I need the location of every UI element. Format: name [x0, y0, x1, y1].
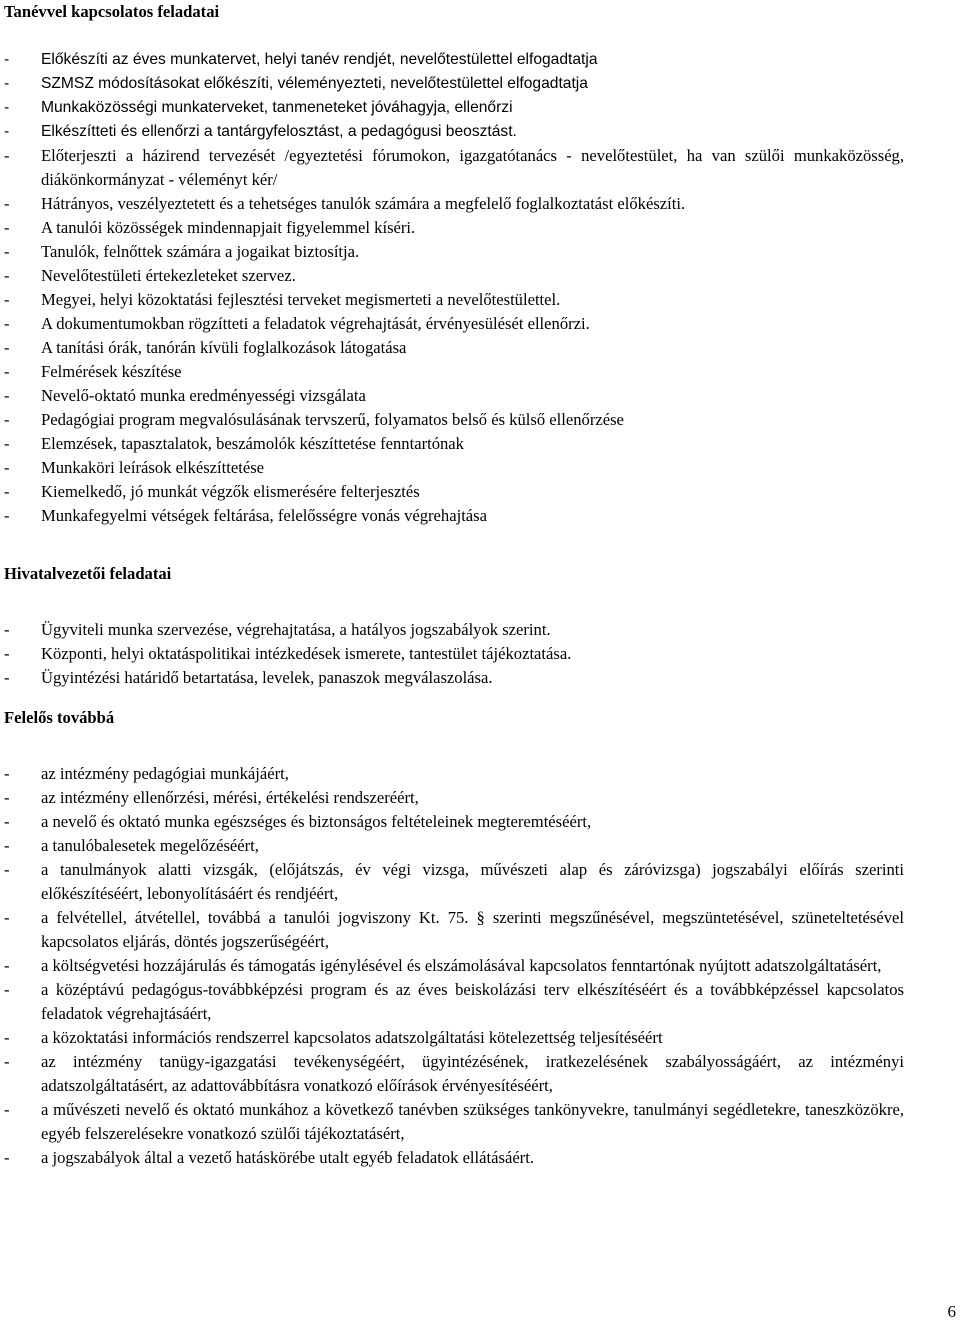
- list-item: - A tanulói közösségek mindennapjait figyelemmel kíséri.: [4, 216, 904, 240]
- list-item: - Előkészíti az éves munkatervet, helyi tanév rendjét, nevelőtestülettel elfogadtatja: [4, 48, 904, 72]
- list-item: - az intézmény ellenőrzési, mérési, értékelési rendszeréért,: [4, 786, 904, 810]
- section-title-hivatal: Hivatalvezetői feladatai: [4, 564, 172, 583]
- list-item: - Ügyintézési határidő betartatása, levelek, panaszok megválaszolása.: [4, 666, 904, 690]
- tanev-list: [4, 144, 904, 528]
- list-item: - SZMSZ módosításokat előkészíti, véleményezteti, nevelőtestülettel elfogadtatja: [4, 72, 904, 96]
- list-item: - Elkészítteti és ellenőrzi a tantárgyfelosztást, a pedagógusi beosztást.: [4, 120, 904, 144]
- list-item: - Kiemelkedő, jó munkát végzők elismerésére felterjesztés: [4, 480, 904, 504]
- list-item: - Hátrányos, veszélyeztetett és a tehetséges tanulók számára a megfelelő foglalkoztatást előkészíti.: [4, 192, 904, 216]
- list-item: - az intézmény tanügy-igazgatási tevékenységéért, ügyintézésének, iratkezelésének szabályosságáért, az intézményi adatszolgáltatásért, az adattovábbításra vonatkozó előírások érvényesítéséért,: [4, 1050, 904, 1098]
- list-item: - a költségvetési hozzájárulás és támogatás igénylésével és elszámolásával kapcsolatos fenntartónak nyújtott adatszolgáltatásért,: [4, 954, 904, 978]
- list-item: - Tanulók, felnőttek számára a jogaikat biztosítja.: [4, 240, 904, 264]
- list-item: - Nevelő-oktató munka eredményességi vizsgálata: [4, 384, 904, 408]
- list-item: - a felvétellel, átvétellel, továbbá a tanulói jogviszony Kt. 75. § szerinti megszűnésével, megszüntetésével, szüneteltetésével kapcsolatos eljárás, döntés jogszerűségéért,: [4, 906, 904, 954]
- section-title-felelos: Felelős továbbá: [4, 708, 115, 727]
- section-felelos: [4, 706, 904, 1170]
- list-item: - a középtávú pedagógus-továbbképzési program és az éves beiskolázási terv elkészítéséért és a továbbképzéssel kapcsolatos feladatok végrehajtásáért,: [4, 978, 904, 1026]
- section-tanev: [4, 0, 904, 528]
- list-item: - Előterjeszti a házirend tervezését /egyeztetési fórumokon, igazgatótanács - nevelőtestület, ha van szülői munkaközösség, diákönkormányzat - véleményt kér/: [4, 144, 904, 192]
- list-item: - Munkaközösségi munkaterveket, tanmeneteket jóváhagyja, ellenőrzi: [4, 96, 904, 120]
- list-item: - Elemzések, tapasztalatok, beszámolók készíttetése fenntartónak: [4, 432, 904, 456]
- hivatal-list: [4, 618, 904, 690]
- tanev-list-sans: [4, 48, 904, 144]
- list-item: - a nevelő és oktató munka egészséges és biztonságos feltételeinek megteremtéséért,: [4, 810, 904, 834]
- list-item: - Pedagógiai program megvalósulásának tervszerű, folyamatos belső és külső ellenőrzése: [4, 408, 904, 432]
- list-item: - Nevelőtestületi értekezleteket szervez.: [4, 264, 904, 288]
- list-item: - Felmérések készítése: [4, 360, 904, 384]
- section-hivatal: [4, 562, 904, 690]
- list-item: - Ügyviteli munka szervezése, végrehajtatása, a hatályos jogszabályok szerint.: [4, 618, 904, 642]
- list-item: - a közoktatási információs rendszerrel kapcsolatos adatszolgáltatási kötelezettség teljesítéséért: [4, 1026, 904, 1050]
- list-item: - a művészeti nevelő és oktató munkához a következő tanévben szükséges tankönyvekre, tanulmányi segédletekre, taneszközökre, egyéb felszerelésekre vonatkozó szülői tájékoztatásért,: [4, 1098, 904, 1146]
- list-item: - Megyei, helyi közoktatási fejlesztési terveket megismerteti a nevelőtestülettel.: [4, 288, 904, 312]
- list-item: - Munkafegyelmi vétségek feltárása, felelősségre vonás végrehajtása: [4, 504, 904, 528]
- list-item: - a tanulmányok alatti vizsgák, (előjátszás, év végi vizsga, művészeti alap és záróvizsga) jogszabályi előírás szerinti előkészítéséért, lebonyolításáért és rendjéért,: [4, 858, 904, 906]
- list-item: - Központi, helyi oktatáspolitikai intézkedések ismerete, tantestület tájékoztatása.: [4, 642, 904, 666]
- list-item: - az intézmény pedagógiai munkájáért,: [4, 762, 904, 786]
- list-item: - Munkaköri leírások elkészíttetése: [4, 456, 904, 480]
- page-number: 6: [947, 1302, 956, 1321]
- felelos-list: [4, 762, 904, 1170]
- list-item: - A tanítási órák, tanórán kívüli foglalkozások látogatása: [4, 336, 904, 360]
- list-item: - a tanulóbalesetek megelőzéséért,: [4, 834, 904, 858]
- list-item: - a jogszabályok által a vezető hatáskörébe utalt egyéb feladatok ellátásáért.: [4, 1146, 904, 1170]
- list-item: - A dokumentumokban rögzítteti a feladatok végrehajtását, érvényesülését ellenőrzi.: [4, 312, 904, 336]
- section-title-tanev: Tanévvel kapcsolatos feladatai: [4, 2, 220, 21]
